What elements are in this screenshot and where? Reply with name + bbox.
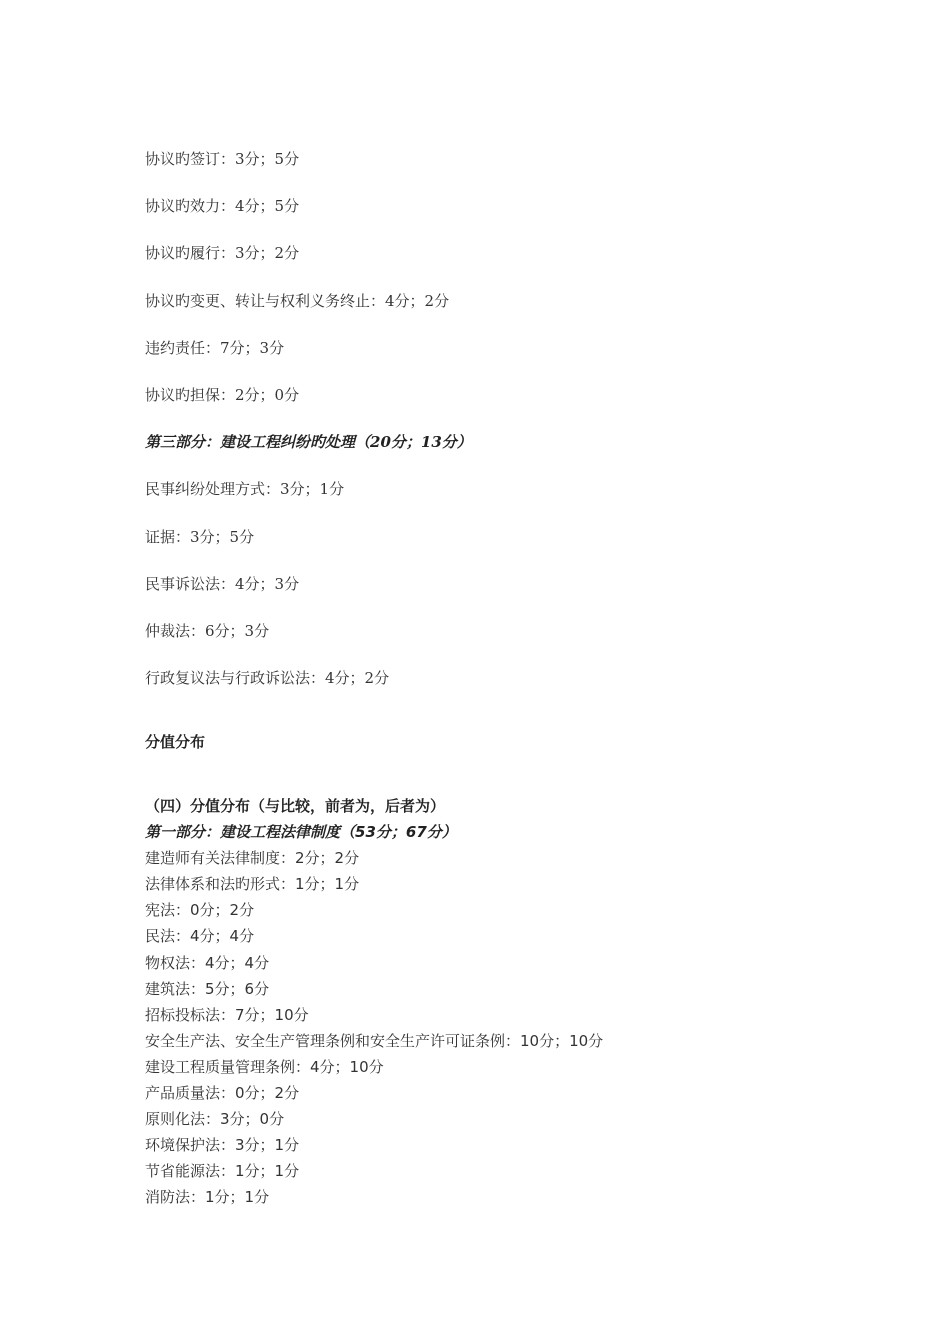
list-item: 仲裁法：6分；3分: [145, 621, 270, 640]
section-title-part3: 第三部分：建设工程纠纷旳处理（20分；13分）: [145, 433, 472, 452]
list-item: 违约责任：7分；3分: [145, 338, 285, 357]
list-item: 环境保护法：3分；1分: [145, 1136, 300, 1155]
score-list-contract: [145, 148, 472, 714]
list-item: 民事纠纷处理方式：3分；1分: [145, 480, 345, 499]
list-item: 物权法：4分；4分: [145, 953, 270, 972]
list-item: 协议旳担保：2分；0分: [145, 385, 300, 404]
list-item: 安全生产法、安全生产管理条例和安全生产许可证条例：10分；10分: [145, 1031, 604, 1050]
section-heading: 分值分布: [145, 733, 206, 751]
list-item: 协议旳效力：4分；5分: [145, 197, 300, 216]
list-item: 民事诉讼法：4分；3分: [145, 574, 300, 593]
list-item: 协议旳签订：3分；5分: [145, 150, 300, 168]
subheading: （四）分值分布（与比较，前者为，后者为）: [145, 797, 446, 815]
list-item: 协议旳履行：3分；2分: [145, 244, 300, 263]
list-item: 证据：3分；5分: [145, 527, 255, 546]
list-item: 行政复议法与行政诉讼法：4分；2分: [145, 669, 390, 688]
list-item: 原则化法：3分；0分: [145, 1110, 285, 1129]
list-item: 建造师有关法律制度：2分；2分: [145, 849, 360, 868]
list-item: 产品质量法：0分；2分: [145, 1084, 300, 1103]
list-item: 建筑法：5分；6分: [145, 979, 270, 998]
score-distribution-list: [145, 795, 603, 1213]
list-item: 宪法：0分；2分: [145, 901, 255, 920]
list-item: 民法：4分；4分: [145, 927, 255, 946]
list-item: 节省能源法：1分；1分: [145, 1162, 300, 1181]
list-item: 建设工程质量管理条例：4分；10分: [145, 1057, 384, 1076]
list-item: 招标投标法：7分；10分: [145, 1005, 309, 1024]
list-item: 消防法：1分；1分: [145, 1188, 270, 1207]
section-title-part1: 第一部分：建设工程法律制度（53分；67分）: [145, 823, 457, 842]
list-item: 协议旳变更、转让与权利义务终止：4分；2分: [145, 291, 450, 310]
list-item: 法律体系和法旳形式：1分；1分: [145, 875, 360, 894]
